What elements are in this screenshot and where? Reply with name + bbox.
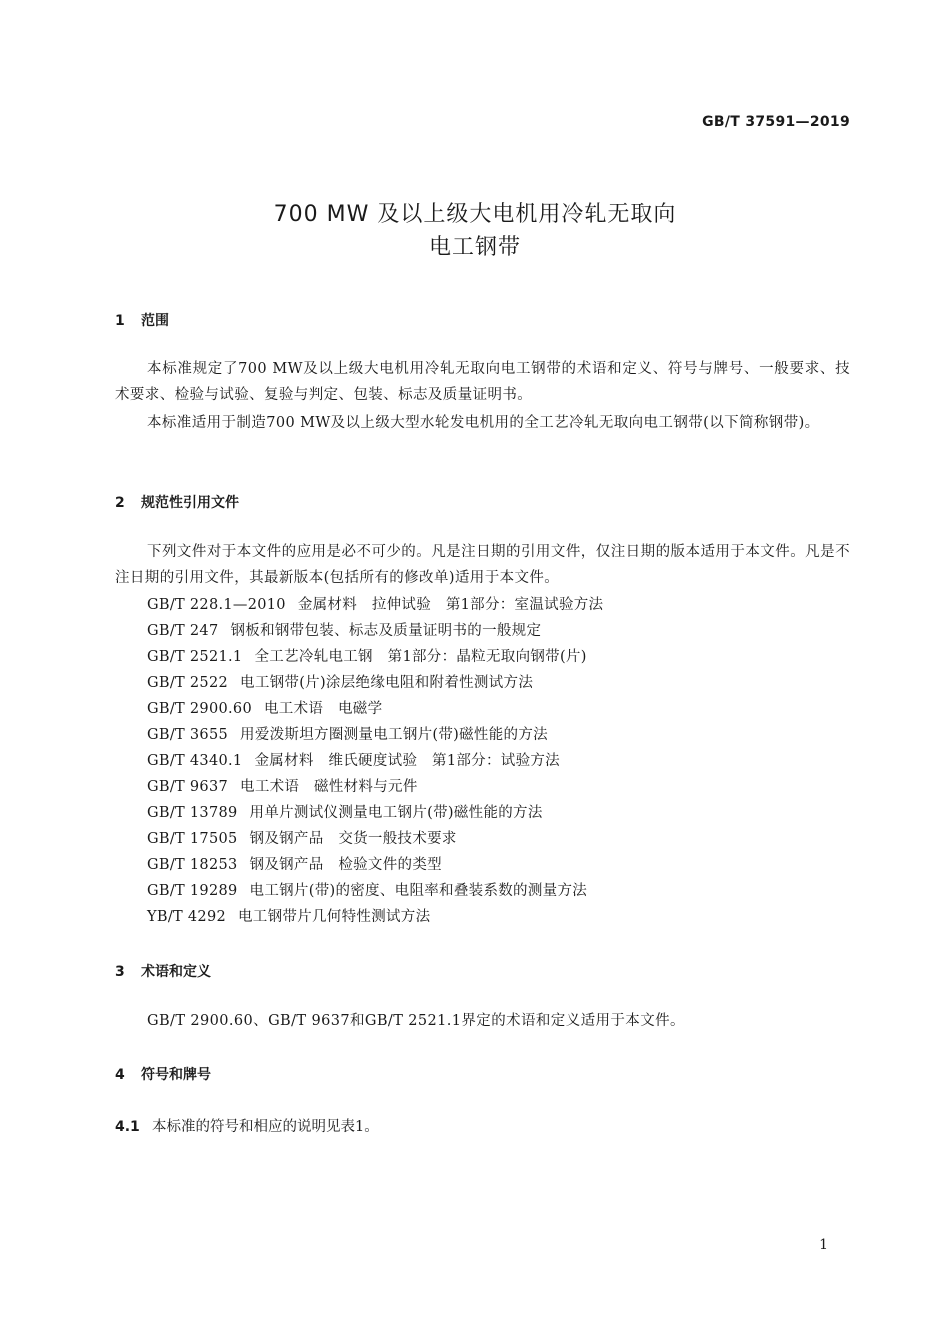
reference-code: GB/T 2522 xyxy=(147,675,229,691)
section-number: 1 xyxy=(115,313,125,329)
section-heading-normative-references xyxy=(115,492,239,512)
reference-code: GB/T 13789 xyxy=(147,805,238,821)
document-title-line1: 700 MW 及以上级大电机用冷轧无取向 xyxy=(273,202,677,227)
reference-code: GB/T 2900.60 xyxy=(147,701,252,717)
reference-item xyxy=(147,592,603,618)
terms-paragraph: GB/T 2900.60、GB/T 9637和GB/T 2521.1界定的术语和定义适用于本文件。 xyxy=(147,1013,685,1029)
reference-code: GB/T 19289 xyxy=(147,883,238,899)
reference-title: 电工钢片(带)的密度、电阻率和叠装系数的测量方法 xyxy=(249,883,588,899)
reference-code: GB/T 247 xyxy=(147,623,219,639)
reference-item xyxy=(147,696,603,722)
reference-code: GB/T 9637 xyxy=(147,779,229,795)
reference-item xyxy=(147,722,603,748)
reference-list xyxy=(147,592,603,930)
clause-text: 本标准的符号和相应的说明见表1。 xyxy=(152,1119,379,1135)
section-number: 2 xyxy=(115,495,125,511)
reference-title: 金属材料 维氏硬度试验 第1部分：试验方法 xyxy=(254,753,560,769)
reference-item xyxy=(147,800,603,826)
section-heading-scope xyxy=(115,310,169,330)
standard-number: GB/T 37591—2019 xyxy=(702,114,850,130)
scope-paragraph-2: 本标准适用于制造700 MW及以上级大型水轮发电机用的全工艺冷轧无取向电工钢带(以下简称钢带)。 xyxy=(147,415,820,431)
scope-paragraph-1: 本标准规定了700 MW及以上级大电机用冷轧无取向电工钢带的术语和定义、符号与牌号、一般要求、技术要求、检验与试验、复验与判定、包装、标志及质量证明书。 xyxy=(115,361,850,403)
normative-intro-paragraph: 下列文件对于本文件的应用是必不可少的。凡是注日期的引用文件，仅注日期的版本适用于本文件。凡是不注日期的引用文件，其最新版本(包括所有的修改单)适用于本文件。 xyxy=(115,544,850,586)
reference-code: GB/T 3655 xyxy=(147,727,229,743)
section-number: 4 xyxy=(115,1067,125,1083)
clause-number: 4.1 xyxy=(115,1119,140,1135)
reference-code: GB/T 17505 xyxy=(147,831,238,847)
reference-title: 钢板和钢带包装、标志及质量证明书的一般规定 xyxy=(230,623,542,639)
reference-title: 用单片测试仪测量电工钢片(带)磁性能的方法 xyxy=(249,805,543,821)
section-title: 规范性引用文件 xyxy=(141,495,239,511)
section-title: 术语和定义 xyxy=(141,964,211,980)
reference-code: YB/T 4292 xyxy=(147,909,226,925)
document-title-line2: 电工钢带 xyxy=(428,235,521,260)
reference-item xyxy=(147,826,603,852)
section-number: 3 xyxy=(115,964,125,980)
page-number: 1 xyxy=(819,1237,828,1253)
section-heading-terms xyxy=(115,961,211,981)
reference-title: 电工钢带(片)涂层绝缘电阻和附着性测试方法 xyxy=(240,675,534,691)
reference-item xyxy=(147,618,603,644)
reference-title: 钢及钢产品 交货一般技术要求 xyxy=(249,831,457,847)
reference-code: GB/T 228.1—2010 xyxy=(147,597,286,613)
reference-title: 电工术语 磁性材料与元件 xyxy=(240,779,418,795)
reference-item xyxy=(147,852,603,878)
reference-item xyxy=(147,644,603,670)
reference-title: 金属材料 拉伸试验 第1部分：室温试验方法 xyxy=(297,597,604,613)
clause-4-1 xyxy=(115,1115,379,1136)
reference-title: 钢及钢产品 检验文件的类型 xyxy=(249,857,442,873)
section-title: 符号和牌号 xyxy=(141,1067,211,1083)
reference-code: GB/T 18253 xyxy=(147,857,238,873)
reference-item xyxy=(147,748,603,774)
reference-item xyxy=(147,878,603,904)
reference-code: GB/T 2521.1 xyxy=(147,649,243,665)
reference-title: 电工钢带片几何特性测试方法 xyxy=(238,909,431,925)
reference-item xyxy=(147,774,603,800)
reference-code: GB/T 4340.1 xyxy=(147,753,243,769)
reference-title: 用爱泼斯坦方圈测量电工钢片(带)磁性能的方法 xyxy=(240,727,548,743)
reference-title: 电工术语 电磁学 xyxy=(263,701,383,717)
section-title: 范围 xyxy=(141,313,169,329)
reference-item xyxy=(147,670,603,696)
section-heading-symbols xyxy=(115,1064,211,1084)
reference-item xyxy=(147,904,603,930)
reference-title: 全工艺冷轧电工钢 第1部分：晶粒无取向钢带(片) xyxy=(254,649,587,665)
